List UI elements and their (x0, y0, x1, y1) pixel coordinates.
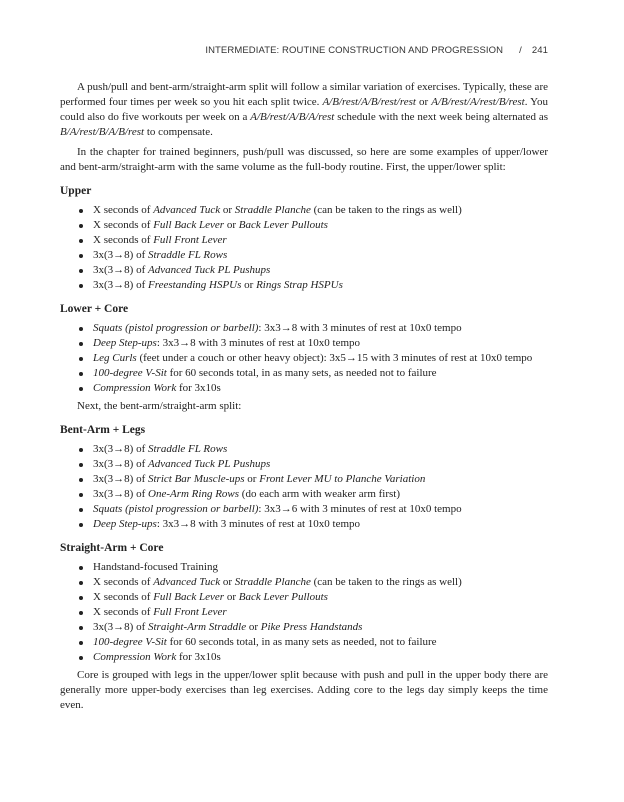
exercise-item (93, 442, 548, 457)
italic-text: 100-degree V-Sit (93, 636, 167, 648)
text-run: : 3x3→8 with 3 minutes of rest at 10x0 tempo (156, 337, 361, 349)
section-heading: Straight-Arm + Core (60, 542, 164, 554)
italic-text: Squats (pistol progression or barbell) (93, 322, 259, 334)
text-run: 3x(3→8) of (93, 443, 148, 455)
text-run: for 60 seconds total, in as many sets, as needed not to failure (166, 367, 437, 379)
italic-text: Straddle FL Rows (148, 443, 228, 455)
exercise-item (93, 487, 548, 502)
text-run: : 3x3→8 with 3 minutes of rest at 10x0 tempo (156, 518, 361, 530)
text-run: 3x(3→8) of (93, 279, 148, 291)
text-run: Handstand-focused Training (93, 561, 218, 573)
text-run: 3x(3→8) of (93, 458, 148, 470)
text-run: or (246, 621, 261, 633)
italic-text: Front Lever MU to Planche Variation (259, 473, 426, 485)
exercise-item (93, 351, 548, 366)
intro-paragraph (60, 80, 548, 140)
text-run: 3x(3→8) of (93, 621, 148, 633)
exercise-item (93, 620, 548, 635)
text-run: (do each arm with weaker arm first) (239, 488, 401, 500)
chapter-paragraph: In the chapter for trained beginners, push/pull was discussed, so here are some examples of upper/lower and bent-arm/straight-arm with the same volume as the full-body routine. First, the upper/lower split: (60, 146, 548, 173)
italic-text: B/A/rest/B/A/B/rest (60, 126, 145, 138)
exercise-item (93, 278, 548, 293)
text-run: : 3x3→8 with 3 minutes of rest at 10x0 tempo (258, 322, 462, 334)
italic-text: Freestanding HSPUs (148, 279, 242, 291)
text-run: 3x(3→8) of (93, 488, 148, 500)
text-run: X seconds of (93, 591, 154, 603)
italic-text: 100-degree V-Sit (93, 367, 167, 379)
italic-text: Full Front Lever (153, 234, 227, 246)
running-title: INTERMEDIATE: ROUTINE CONSTRUCTION AND PROGRESSION (205, 45, 504, 56)
italic-text: A/B/rest/A/rest/B/rest (431, 96, 525, 108)
exercise-item (93, 650, 548, 665)
body-text (60, 80, 548, 718)
exercise-item (93, 590, 548, 605)
exercise-item (93, 517, 548, 532)
italic-text: Straight-Arm Straddle (148, 621, 247, 633)
header-separator: / (519, 45, 522, 56)
italic-text: Strict Bar Muscle-ups (148, 473, 245, 485)
section-heading: Bent-Arm + Legs (60, 424, 146, 436)
italic-text: Deep Step-ups (93, 337, 157, 349)
closing-paragraph: Core is grouped with legs in the upper/lower split because with push and pull in the upper body there are generally more upper-body exercises than leg exercises. Adding core to the legs day simply keeps the time even. (60, 669, 548, 711)
text-run: 3x(3→8) of (93, 249, 148, 261)
exercise-item (93, 560, 548, 575)
text-run: A push/pull and bent-arm/straight-arm split will follow a similar variation of exercises. Typically, these are performed four times per week so you hit each split twice. (60, 81, 548, 108)
exercise-list (60, 321, 548, 396)
italic-text: Straddle Planche (234, 204, 311, 216)
exercise-item (93, 336, 548, 351)
text-run: 3x(3→8) of (93, 473, 148, 485)
italic-text: Advanced Tuck (153, 576, 221, 588)
italic-text: A/B/rest/A/B/rest/rest (322, 96, 416, 108)
exercise-item (93, 472, 548, 487)
exercise-list (60, 442, 548, 532)
italic-text: One-Arm Ring Rows (148, 488, 240, 500)
page-number: 241 (531, 45, 548, 56)
italic-text: Straddle Planche (234, 576, 311, 588)
exercise-item (93, 635, 548, 650)
text-run: or (415, 96, 432, 108)
text-run: or (224, 219, 239, 231)
section-heading: Lower + Core (60, 303, 129, 315)
text-run: : 3x3→6 with 3 minutes of rest at 10x0 tempo (258, 503, 462, 515)
exercise-list (60, 560, 548, 665)
exercise-item (93, 605, 548, 620)
italic-text: Full Back Lever (153, 591, 225, 603)
exercise-item (93, 575, 548, 590)
text-run: for 3x10s (176, 382, 221, 394)
text-run: to compensate. (144, 126, 213, 138)
italic-text: Straddle FL Rows (148, 249, 228, 261)
exercise-item (93, 457, 548, 472)
text-run: or (220, 576, 235, 588)
text-run: X seconds of (93, 204, 154, 216)
italic-text: Advanced Tuck PL Pushups (148, 458, 271, 470)
text-run: or (244, 473, 260, 485)
upper-lower-split (60, 184, 548, 396)
italic-text: A/B/rest/A/B/A/rest (250, 111, 335, 123)
exercise-item (93, 203, 548, 218)
italic-text: Compression Work (93, 651, 177, 663)
text-run: (feet under a couch or other heavy object): 3x5→15 with 3 minutes of rest at 10x0 tempo (136, 352, 533, 364)
exercise-item (93, 218, 548, 233)
text-run: X seconds of (93, 576, 154, 588)
italic-text: Pike Press Handstands (260, 621, 363, 633)
exercise-item (93, 321, 548, 336)
italic-text: Advanced Tuck PL Pushups (148, 264, 271, 276)
text-run: X seconds of (93, 219, 154, 231)
text-run: (can be taken to the rings as well) (310, 576, 462, 588)
exercise-item (93, 263, 548, 278)
italic-text: Rings Strap HSPUs (256, 279, 343, 291)
exercise-list (60, 203, 548, 293)
text-run: for 60 seconds total, in as many sets as needed, not to failure (166, 636, 437, 648)
exercise-item (93, 233, 548, 248)
italic-text: Back Lever Pullouts (238, 219, 328, 231)
italic-text: Compression Work (93, 382, 177, 394)
italic-text: Deep Step-ups (93, 518, 157, 530)
section-heading: Upper (60, 185, 92, 197)
text-run: X seconds of (93, 606, 154, 618)
text-run: . You could also do five workouts per week on a (60, 96, 548, 123)
exercise-item (93, 366, 548, 381)
text-run: for 3x10s (176, 651, 221, 663)
italic-text: Full Front Lever (153, 606, 227, 618)
italic-text: Squats (pistol progression or barbell) (93, 503, 259, 515)
text-run: or (241, 279, 257, 291)
text-run: (can be taken to the rings as well) (310, 204, 462, 216)
text-run: or (220, 204, 235, 216)
exercise-item (93, 248, 548, 263)
text-run: 3x(3→8) of (93, 264, 148, 276)
exercise-item (93, 381, 548, 396)
bent-straight-split (60, 423, 548, 665)
italic-text: Advanced Tuck (153, 204, 221, 216)
italic-text: Leg Curls (93, 352, 137, 364)
italic-text: Full Back Lever (153, 219, 225, 231)
next-paragraph: Next, the bent-arm/straight-arm split: (77, 400, 242, 412)
text-run: schedule with the next week being alternated as (334, 111, 548, 123)
exercise-item (93, 502, 548, 517)
text-run: or (224, 591, 239, 603)
running-header (205, 45, 548, 56)
italic-text: Back Lever Pullouts (238, 591, 328, 603)
text-run: X seconds of (93, 234, 154, 246)
